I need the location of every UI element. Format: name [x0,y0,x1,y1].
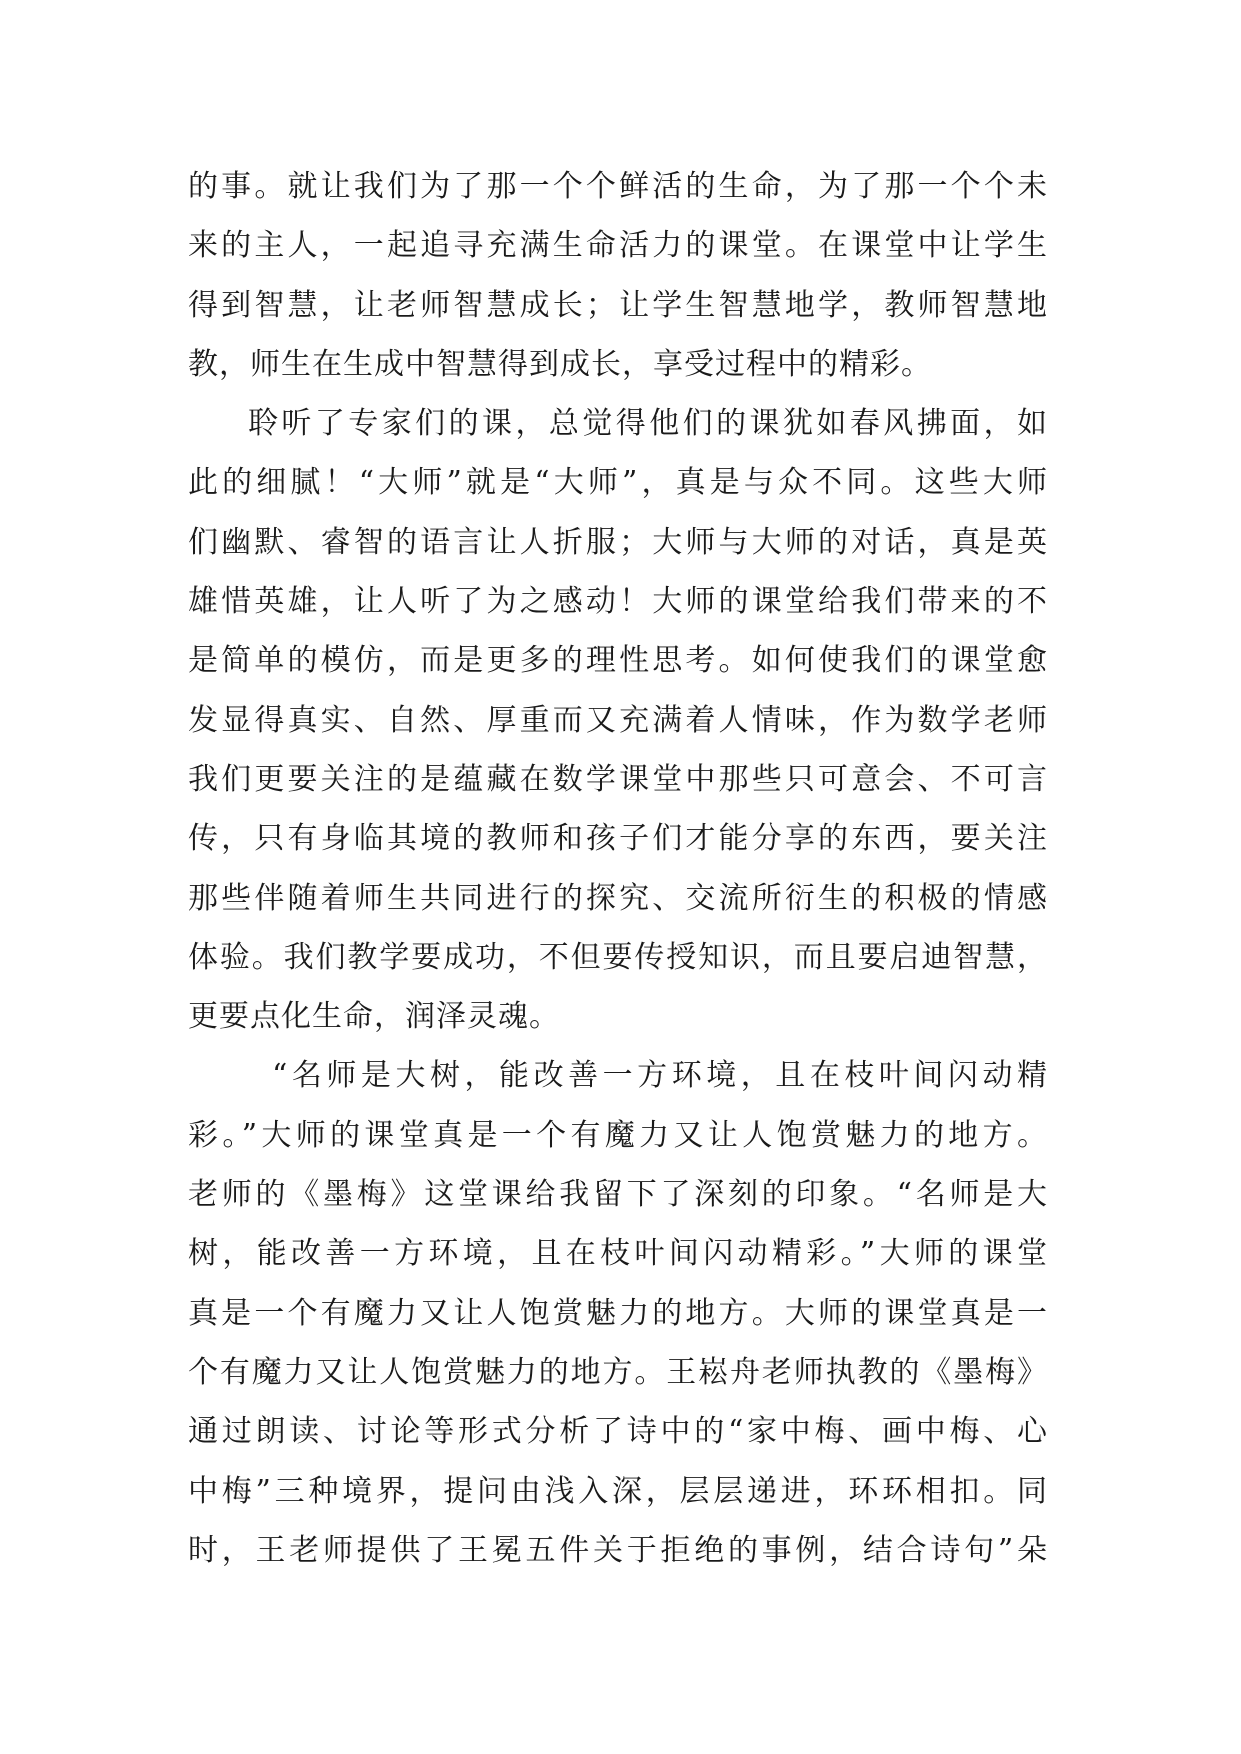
paragraph-3-line-9: 时，王老师提供了王冕五件关于拒绝的事例，结合诗句”朵 [188,1532,1048,1568]
paragraph-3-line-6: 个有魔力又让人饱赏魅力的地方。王崧舟老师执教的《墨梅》 [188,1354,1048,1390]
paragraph-2-line-3: 们幽默、睿智的语言让人折服；大师与大师的对话，真是英 [188,524,1048,560]
paragraph-3-line-5: 真是一个有魔力又让人饱赏魅力的地方。大师的课堂真是一 [188,1295,1048,1331]
paragraph-2-line-1: 聆听了专家们的课，总觉得他们的课犹如春风拂面，如 [248,406,1048,442]
paragraph-2-line-6: 发显得真实、自然、厚重而又充满着人情味，作为数学老师 [188,702,1048,738]
paragraph-2-line-5: 是简单的模仿，而是更多的理性思考。如何使我们的课堂愈 [188,643,1048,679]
paragraph-2-line-4: 雄惜英雄，让人听了为之感动！大师的课堂给我们带来的不 [188,584,1048,620]
paragraph-2-line-2: 此的细腻！“大师”就是“大师”，真是与众不同。这些大师 [188,465,1048,501]
paragraph-1-line-2: 来的主人，一起追寻充满生命活力的课堂。在课堂中让学生 [188,228,1048,264]
paragraph-2-line-8: 传，只有身临其境的教师和孩子们才能分享的东西，要关注 [188,821,1048,857]
paragraph-3-line-8: 中梅”三种境界，提问由浅入深，层层递进，环环相扣。同 [188,1473,1048,1509]
paragraph-3-line-4: 树，能改善一方环境，且在枝叶间闪动精彩。”大师的课堂 [188,1236,1048,1272]
paragraph-2-line-7: 我们更要关注的是蕴藏在数学课堂中那些只可意会、不可言 [188,761,1048,797]
paragraph-1-line-1: 的事。就让我们为了那一个个鲜活的生命，为了那一个个未 [188,169,1048,204]
paragraph-1-line-3: 得到智慧，让老师智慧成长；让学生智慧地学，教师智慧地 [188,287,1048,323]
paragraph-2-line-11: 更要点化生命，润泽灵魂。 [188,999,560,1035]
paragraph-3-line-7: 通过朗读、讨论等形式分析了诗中的“家中梅、画中梅、心 [188,1414,1048,1450]
document-body [188,157,1048,1580]
paragraph-3-line-3: 老师的《墨梅》这堂课给我留下了深刻的印象。“名师是大 [188,1177,1048,1213]
paragraph-3-line-1: “名师是大树，能改善一方环境，且在枝叶间闪动精 [272,1058,1048,1094]
paragraph-1-line-4: 教，师生在生成中智慧得到成长，享受过程中的精彩。 [188,346,932,382]
paragraph-2-line-10: 体验。我们教学要成功，不但要传授知识，而且要启迪智慧， [188,939,1048,975]
paragraph-3-line-2: 彩。”大师的课堂真是一个有魔力又让人饱赏魅力的地方。 [188,1117,1048,1153]
paragraph-2-line-9: 那些伴随着师生共同进行的探究、交流所衍生的积极的情感 [188,880,1048,916]
